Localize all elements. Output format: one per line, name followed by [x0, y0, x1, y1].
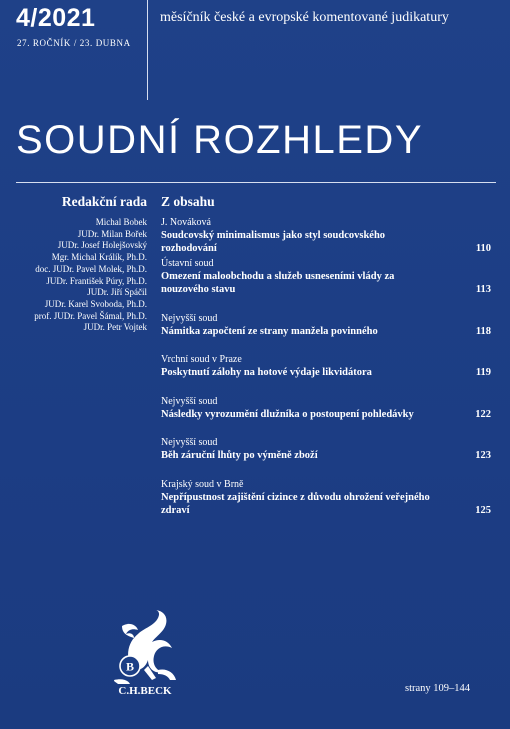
toc-court: Vrchní soud v Praze [161, 354, 242, 365]
board-member: JUDr. Petr Vojtek [83, 322, 147, 333]
toc-court: Nejvyšší soud [161, 437, 218, 448]
issue-number: 4/2021 [16, 4, 96, 32]
toc-entry[interactable] [161, 217, 491, 255]
board-member: Michal Bobek [95, 217, 147, 227]
board-member: JUDr. František Púry, Ph.D. [46, 275, 147, 286]
board-member: JUDr. Jiří Spáčil [87, 287, 147, 298]
volume-date: 27. ROČNÍK / 23. DUBNA [17, 38, 131, 48]
toc-page: 113 [475, 283, 491, 295]
toc-article-title: Omezení maloobchodu a služeb usneseními vlády za nouzového stavu [161, 271, 395, 295]
toc-article-title: Následky vyrozumění dlužníka o postoupení pohledávky [161, 409, 414, 420]
board-member: Mgr. Michal Králík, Ph.D. [51, 252, 147, 263]
toc-entry[interactable] [161, 258, 491, 296]
magazine-title: SOUDNÍ ROZHLEDY [16, 118, 423, 162]
tagline: měsíčník české a evropské komentované judikatury [160, 10, 449, 25]
board-member: doc. JUDr. Pavel Molek, Ph.D. [35, 263, 147, 274]
toc-court: Krajský soud v Brně [161, 479, 244, 490]
toc-court: Nejvyšší soud [161, 313, 218, 324]
toc-page: 110 [475, 242, 491, 254]
editorial-board-title: Redakční rada [61, 194, 147, 209]
toc-article-title: Poskytnutí zálohy na hotové výdaje likvidátora [161, 367, 372, 378]
beck-griffin-logo-icon [108, 608, 182, 698]
toc-entry[interactable] [161, 479, 491, 517]
toc-entry[interactable] [161, 437, 491, 463]
toc-page: 123 [475, 450, 491, 461]
toc-page: 122 [475, 409, 491, 420]
toc-page: 118 [475, 326, 491, 337]
editorial-board-list [34, 217, 147, 334]
toc-court: J. Nováková [161, 217, 211, 228]
board-member: JUDr. Karel Svoboda, Ph.D. [44, 298, 147, 309]
toc-article-title: Soudcovský minimalismus jako styl soudcovského rozhodování [161, 230, 386, 254]
toc-article-title: Námitka započtení ze strany manžela povinného [161, 326, 378, 337]
toc-article-title: Nepřípustnost zajištění cizince z důvodu ohrožení veřejného zdraví [161, 492, 430, 516]
publisher-name: C.H.BECK [118, 685, 172, 697]
toc-entry[interactable] [161, 354, 491, 380]
contents-title: Z obsahu [161, 194, 215, 209]
board-member: JUDr. Milan Bořek [77, 228, 147, 239]
toc-page: 125 [475, 504, 491, 516]
board-member: prof. JUDr. Pavel Šámal, Ph.D. [34, 310, 147, 321]
toc-court: Nejvyšší soud [161, 396, 218, 407]
toc-entry[interactable] [161, 313, 491, 339]
toc-page: 119 [475, 367, 491, 378]
board-member: JUDr. Josef Holejšovský [57, 240, 147, 251]
horizontal-divider [16, 182, 496, 183]
toc-entry[interactable] [161, 396, 491, 422]
toc-court: Ústavní soud [161, 258, 214, 269]
vertical-divider [147, 0, 148, 100]
toc-article-title: Běh záruční lhůty po výměně zboží [161, 450, 318, 461]
logo-monogram: B [125, 659, 135, 674]
page-range: strany 109–144 [405, 683, 471, 694]
